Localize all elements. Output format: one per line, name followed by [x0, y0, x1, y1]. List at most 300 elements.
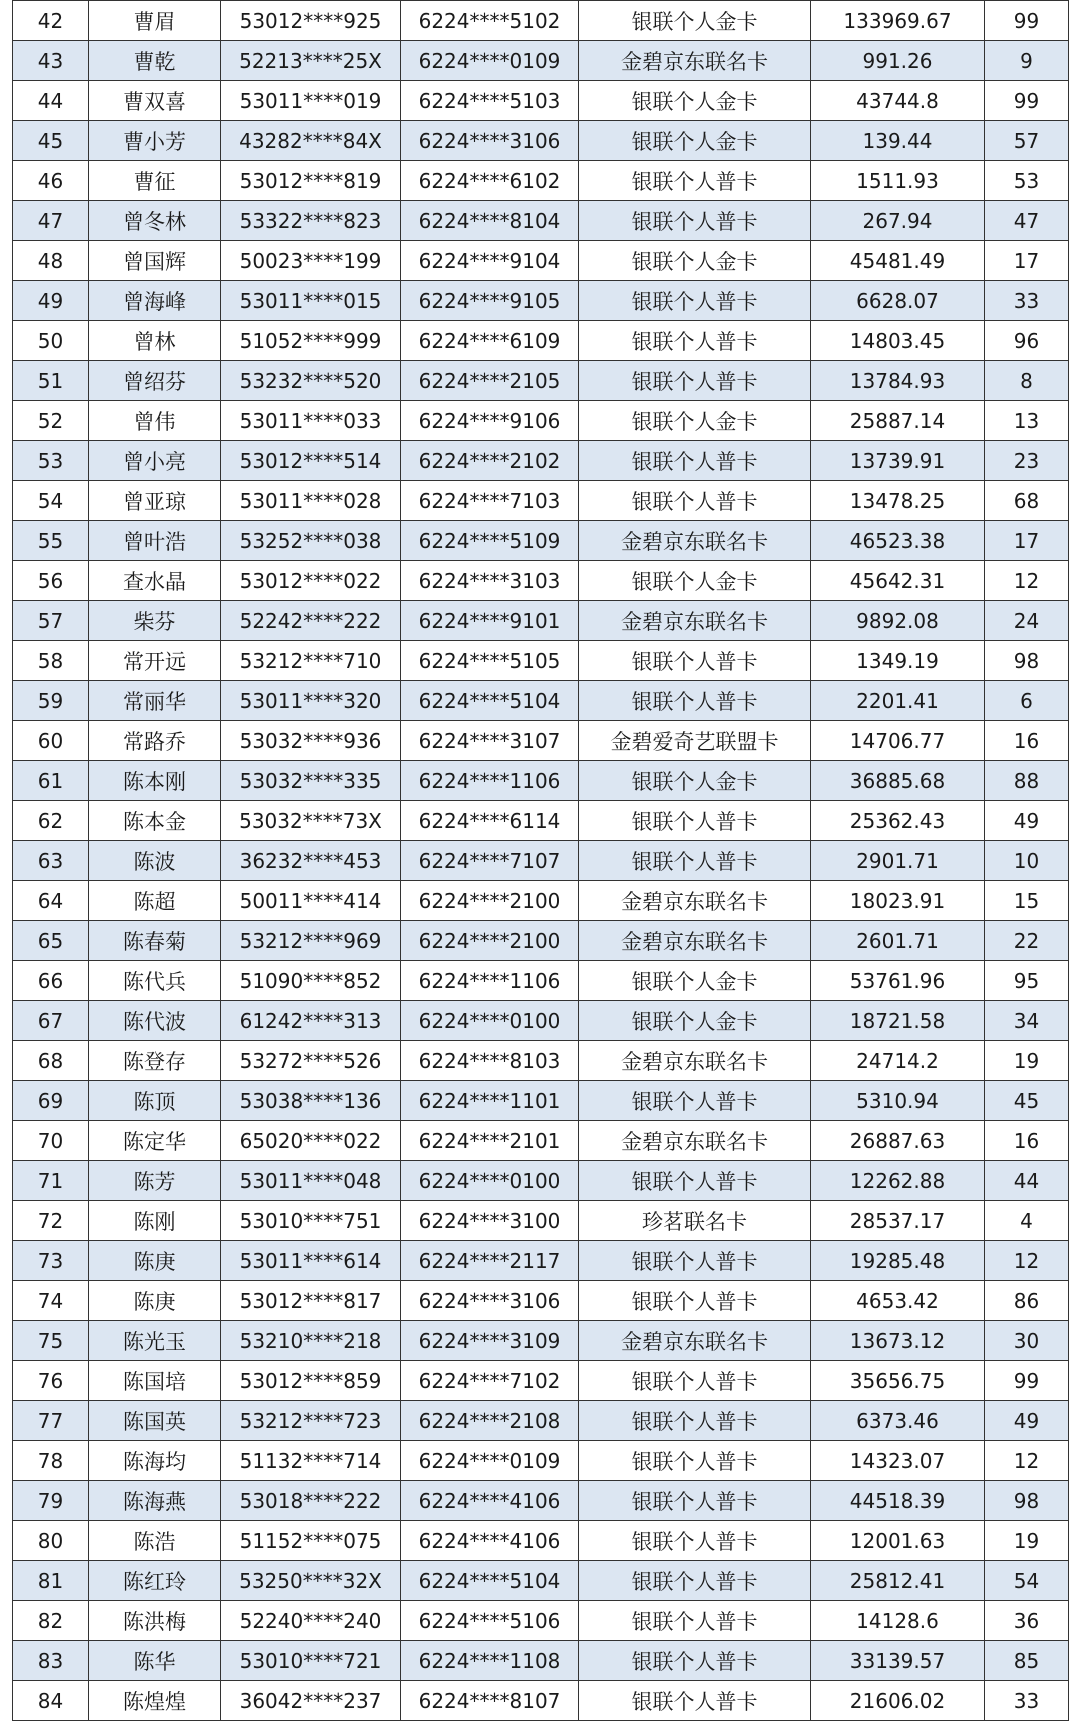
cell-points: 8 — [985, 361, 1069, 401]
cell-row-number: 60 — [13, 721, 89, 761]
cell-row-number: 46 — [13, 161, 89, 201]
cell-id-number: 53012****514 — [221, 441, 401, 481]
cell-holder-name: 曾小亮 — [89, 441, 221, 481]
cell-holder-name: 陈海均 — [89, 1441, 221, 1481]
cell-points: 16 — [985, 721, 1069, 761]
cell-points: 53 — [985, 161, 1069, 201]
cell-row-number: 72 — [13, 1201, 89, 1241]
cell-id-number: 53012****819 — [221, 161, 401, 201]
cell-card-number: 6224****5105 — [401, 641, 579, 681]
cell-card-type: 银联个人普卡 — [579, 1441, 811, 1481]
cell-holder-name: 查水晶 — [89, 561, 221, 601]
cell-id-number: 52240****240 — [221, 1601, 401, 1641]
cell-points: 30 — [985, 1321, 1069, 1361]
cell-holder-name: 陈国培 — [89, 1361, 221, 1401]
cell-id-number: 53012****859 — [221, 1361, 401, 1401]
cell-amount: 13478.25 — [811, 481, 985, 521]
cell-row-number: 57 — [13, 601, 89, 641]
table-row — [13, 1, 1069, 41]
cell-amount: 2201.41 — [811, 681, 985, 721]
cell-id-number: 53212****969 — [221, 921, 401, 961]
cell-card-number: 6224****3106 — [401, 1281, 579, 1321]
cell-points: 13 — [985, 401, 1069, 441]
cell-id-number: 53018****222 — [221, 1481, 401, 1521]
cell-card-type: 银联个人普卡 — [579, 681, 811, 721]
cell-points: 99 — [985, 1, 1069, 41]
table-row — [13, 1241, 1069, 1281]
cell-id-number: 53232****520 — [221, 361, 401, 401]
cell-id-number: 53032****335 — [221, 761, 401, 801]
cell-id-number: 43282****84X — [221, 121, 401, 161]
table-row — [13, 961, 1069, 1001]
table-row — [13, 1681, 1069, 1721]
cell-holder-name: 陈煌煌 — [89, 1681, 221, 1721]
cell-row-number: 64 — [13, 881, 89, 921]
cell-id-number: 53252****038 — [221, 521, 401, 561]
table-row — [13, 1001, 1069, 1041]
cell-amount: 13673.12 — [811, 1321, 985, 1361]
table-row — [13, 441, 1069, 481]
cell-id-number: 50011****414 — [221, 881, 401, 921]
table-row — [13, 1121, 1069, 1161]
cell-card-type: 金碧京东联名卡 — [579, 1041, 811, 1081]
cell-card-type: 银联个人普卡 — [579, 841, 811, 881]
cell-amount: 1511.93 — [811, 161, 985, 201]
table-row — [13, 481, 1069, 521]
cell-points: 4 — [985, 1201, 1069, 1241]
cell-row-number: 80 — [13, 1521, 89, 1561]
cell-row-number: 74 — [13, 1281, 89, 1321]
cell-card-type: 银联个人普卡 — [579, 1601, 811, 1641]
cell-holder-name: 陈定华 — [89, 1121, 221, 1161]
cell-card-number: 6224****3100 — [401, 1201, 579, 1241]
cell-points: 95 — [985, 961, 1069, 1001]
table-row — [13, 281, 1069, 321]
cell-points: 19 — [985, 1521, 1069, 1561]
cell-card-number: 6224****7103 — [401, 481, 579, 521]
cell-card-number: 6224****9106 — [401, 401, 579, 441]
cell-card-number: 6224****5109 — [401, 521, 579, 561]
cell-row-number: 63 — [13, 841, 89, 881]
cell-card-number: 6224****1106 — [401, 961, 579, 1001]
cell-points: 19 — [985, 1041, 1069, 1081]
cell-card-number: 6224****4106 — [401, 1481, 579, 1521]
table-row — [13, 801, 1069, 841]
cell-row-number: 82 — [13, 1601, 89, 1641]
cell-row-number: 44 — [13, 81, 89, 121]
cell-row-number: 83 — [13, 1641, 89, 1681]
cell-card-number: 6224****9101 — [401, 601, 579, 641]
cell-id-number: 53011****048 — [221, 1161, 401, 1201]
cell-card-number: 6224****8103 — [401, 1041, 579, 1081]
cell-amount: 44518.39 — [811, 1481, 985, 1521]
cell-card-type: 银联个人普卡 — [579, 361, 811, 401]
cell-holder-name: 陈超 — [89, 881, 221, 921]
cell-amount: 21606.02 — [811, 1681, 985, 1721]
cell-row-number: 70 — [13, 1121, 89, 1161]
cell-points: 15 — [985, 881, 1069, 921]
cell-row-number: 68 — [13, 1041, 89, 1081]
cell-row-number: 50 — [13, 321, 89, 361]
cell-row-number: 58 — [13, 641, 89, 681]
cell-card-type: 金碧京东联名卡 — [579, 1321, 811, 1361]
cell-id-number: 61242****313 — [221, 1001, 401, 1041]
cell-row-number: 65 — [13, 921, 89, 961]
table-row — [13, 241, 1069, 281]
cell-amount: 2901.71 — [811, 841, 985, 881]
cell-id-number: 51052****999 — [221, 321, 401, 361]
cell-points: 98 — [985, 1481, 1069, 1521]
cell-row-number: 62 — [13, 801, 89, 841]
cell-points: 47 — [985, 201, 1069, 241]
cell-card-number: 6224****2105 — [401, 361, 579, 401]
cell-row-number: 54 — [13, 481, 89, 521]
cell-card-number: 6224****5102 — [401, 1, 579, 41]
cell-points: 12 — [985, 561, 1069, 601]
cell-amount: 33139.57 — [811, 1641, 985, 1681]
cell-id-number: 36232****453 — [221, 841, 401, 881]
cell-holder-name: 曹小芳 — [89, 121, 221, 161]
cell-id-number: 53012****817 — [221, 1281, 401, 1321]
cell-points: 6 — [985, 681, 1069, 721]
cell-card-type: 银联个人普卡 — [579, 161, 811, 201]
cell-card-number: 6224****7107 — [401, 841, 579, 881]
cell-card-type: 银联个人金卡 — [579, 1001, 811, 1041]
cell-amount: 18023.91 — [811, 881, 985, 921]
cell-holder-name: 陈本刚 — [89, 761, 221, 801]
cell-card-type: 金碧京东联名卡 — [579, 41, 811, 81]
cell-row-number: 75 — [13, 1321, 89, 1361]
cell-id-number: 52213****25X — [221, 41, 401, 81]
cell-card-number: 6224****2117 — [401, 1241, 579, 1281]
cell-row-number: 52 — [13, 401, 89, 441]
cell-card-type: 银联个人普卡 — [579, 1521, 811, 1561]
table-row — [13, 841, 1069, 881]
cell-amount: 45481.49 — [811, 241, 985, 281]
cell-holder-name: 陈洪梅 — [89, 1601, 221, 1641]
cell-card-number: 6224****6102 — [401, 161, 579, 201]
cell-holder-name: 常路乔 — [89, 721, 221, 761]
cell-points: 12 — [985, 1241, 1069, 1281]
cell-card-number: 6224****0109 — [401, 1441, 579, 1481]
cell-id-number: 53011****015 — [221, 281, 401, 321]
cell-row-number: 81 — [13, 1561, 89, 1601]
cell-amount: 25887.14 — [811, 401, 985, 441]
table-row — [13, 41, 1069, 81]
cell-card-type: 银联个人普卡 — [579, 1081, 811, 1121]
cell-points: 36 — [985, 1601, 1069, 1641]
cell-amount: 139.44 — [811, 121, 985, 161]
cell-holder-name: 陈代兵 — [89, 961, 221, 1001]
cell-card-type: 银联个人普卡 — [579, 1241, 811, 1281]
cell-holder-name: 陈芳 — [89, 1161, 221, 1201]
cell-id-number: 53032****73X — [221, 801, 401, 841]
cell-amount: 18721.58 — [811, 1001, 985, 1041]
table-row — [13, 161, 1069, 201]
cell-card-number: 6224****1101 — [401, 1081, 579, 1121]
cell-card-type: 银联个人普卡 — [579, 201, 811, 241]
cell-id-number: 53010****751 — [221, 1201, 401, 1241]
cell-row-number: 56 — [13, 561, 89, 601]
cell-points: 33 — [985, 281, 1069, 321]
cell-holder-name: 曾冬林 — [89, 201, 221, 241]
cell-points: 45 — [985, 1081, 1069, 1121]
cell-amount: 25812.41 — [811, 1561, 985, 1601]
table-row — [13, 681, 1069, 721]
table-row — [13, 1321, 1069, 1361]
cell-points: 10 — [985, 841, 1069, 881]
cell-id-number: 53011****320 — [221, 681, 401, 721]
cell-points: 24 — [985, 601, 1069, 641]
cell-amount: 25362.43 — [811, 801, 985, 841]
cell-amount: 133969.67 — [811, 1, 985, 41]
cell-holder-name: 陈海燕 — [89, 1481, 221, 1521]
cell-row-number: 73 — [13, 1241, 89, 1281]
cell-id-number: 53212****723 — [221, 1401, 401, 1441]
cell-card-number: 6224****2100 — [401, 921, 579, 961]
cell-card-type: 银联个人金卡 — [579, 241, 811, 281]
table-row — [13, 1401, 1069, 1441]
cell-card-number: 6224****9105 — [401, 281, 579, 321]
cell-card-type: 金碧京东联名卡 — [579, 521, 811, 561]
cell-card-number: 6224****3106 — [401, 121, 579, 161]
table-row — [13, 321, 1069, 361]
table-row — [13, 401, 1069, 441]
cell-card-type: 银联个人普卡 — [579, 1641, 811, 1681]
cell-points: 68 — [985, 481, 1069, 521]
cell-id-number: 53038****136 — [221, 1081, 401, 1121]
cell-row-number: 84 — [13, 1681, 89, 1721]
table-row — [13, 1161, 1069, 1201]
cell-amount: 6628.07 — [811, 281, 985, 321]
cell-card-type: 银联个人普卡 — [579, 1281, 811, 1321]
cell-holder-name: 陈本金 — [89, 801, 221, 841]
cell-holder-name: 常丽华 — [89, 681, 221, 721]
cell-amount: 24714.2 — [811, 1041, 985, 1081]
table-row — [13, 521, 1069, 561]
cell-card-number: 6224****3103 — [401, 561, 579, 601]
cell-row-number: 42 — [13, 1, 89, 41]
cell-amount: 14803.45 — [811, 321, 985, 361]
cell-row-number: 55 — [13, 521, 89, 561]
cell-row-number: 78 — [13, 1441, 89, 1481]
cell-amount: 28537.17 — [811, 1201, 985, 1241]
cell-amount: 6373.46 — [811, 1401, 985, 1441]
cell-holder-name: 柴芬 — [89, 601, 221, 641]
cell-holder-name: 曹双喜 — [89, 81, 221, 121]
cell-amount: 43744.8 — [811, 81, 985, 121]
table-row — [13, 1601, 1069, 1641]
table-row — [13, 81, 1069, 121]
cell-card-number: 6224****2100 — [401, 881, 579, 921]
table-row — [13, 601, 1069, 641]
table-row — [13, 361, 1069, 401]
cell-card-type: 银联个人普卡 — [579, 1481, 811, 1521]
table-row — [13, 1481, 1069, 1521]
cell-holder-name: 陈刚 — [89, 1201, 221, 1241]
cell-amount: 19285.48 — [811, 1241, 985, 1281]
cell-points: 49 — [985, 801, 1069, 841]
cell-card-type: 银联个人普卡 — [579, 321, 811, 361]
cell-card-number: 6224****2101 — [401, 1121, 579, 1161]
cell-card-number: 6224****6109 — [401, 321, 579, 361]
cell-amount: 267.94 — [811, 201, 985, 241]
cell-amount: 53761.96 — [811, 961, 985, 1001]
cell-card-type: 银联个人普卡 — [579, 441, 811, 481]
cell-points: 16 — [985, 1121, 1069, 1161]
cell-holder-name: 曾叶浩 — [89, 521, 221, 561]
cell-card-number: 6224****7102 — [401, 1361, 579, 1401]
cell-holder-name: 曹眉 — [89, 1, 221, 41]
cell-card-type: 金碧京东联名卡 — [579, 881, 811, 921]
cell-amount: 46523.38 — [811, 521, 985, 561]
cell-amount: 35656.75 — [811, 1361, 985, 1401]
cell-points: 54 — [985, 1561, 1069, 1601]
cell-points: 85 — [985, 1641, 1069, 1681]
cell-card-number: 6224****9104 — [401, 241, 579, 281]
cell-points: 12 — [985, 1441, 1069, 1481]
cell-points: 99 — [985, 1361, 1069, 1401]
cell-card-number: 6224****6114 — [401, 801, 579, 841]
cell-id-number: 53011****028 — [221, 481, 401, 521]
cell-points: 86 — [985, 1281, 1069, 1321]
table-row — [13, 1201, 1069, 1241]
table-row — [13, 1041, 1069, 1081]
cell-holder-name: 陈庚 — [89, 1281, 221, 1321]
cell-points: 49 — [985, 1401, 1069, 1441]
cell-id-number: 53010****721 — [221, 1641, 401, 1681]
cell-card-number: 6224****5106 — [401, 1601, 579, 1641]
cell-card-type: 银联个人普卡 — [579, 481, 811, 521]
cell-holder-name: 曾绍芬 — [89, 361, 221, 401]
cell-card-type: 银联个人普卡 — [579, 281, 811, 321]
cell-amount: 4653.42 — [811, 1281, 985, 1321]
cell-card-type: 银联个人普卡 — [579, 1401, 811, 1441]
cell-holder-name: 陈春菊 — [89, 921, 221, 961]
cell-card-number: 6224****1106 — [401, 761, 579, 801]
cell-row-number: 47 — [13, 201, 89, 241]
cell-id-number: 52242****222 — [221, 601, 401, 641]
cell-amount: 14128.6 — [811, 1601, 985, 1641]
cell-card-type: 金碧京东联名卡 — [579, 1121, 811, 1161]
cell-card-number: 6224****2102 — [401, 441, 579, 481]
table-row — [13, 1521, 1069, 1561]
cell-card-number: 6224****4106 — [401, 1521, 579, 1561]
cell-card-type: 银联个人金卡 — [579, 961, 811, 1001]
cell-points: 34 — [985, 1001, 1069, 1041]
cell-holder-name: 曾国辉 — [89, 241, 221, 281]
cell-holder-name: 陈华 — [89, 1641, 221, 1681]
cell-id-number: 53322****823 — [221, 201, 401, 241]
cell-points: 96 — [985, 321, 1069, 361]
cell-card-type: 银联个人普卡 — [579, 1361, 811, 1401]
cell-amount: 26887.63 — [811, 1121, 985, 1161]
cell-amount: 45642.31 — [811, 561, 985, 601]
cell-card-number: 6224****3109 — [401, 1321, 579, 1361]
cell-row-number: 48 — [13, 241, 89, 281]
cell-card-number: 6224****2108 — [401, 1401, 579, 1441]
cell-amount: 14706.77 — [811, 721, 985, 761]
cell-id-number: 50023****199 — [221, 241, 401, 281]
cell-id-number: 53011****019 — [221, 81, 401, 121]
cell-id-number: 53012****022 — [221, 561, 401, 601]
cell-row-number: 76 — [13, 1361, 89, 1401]
table-row — [13, 721, 1069, 761]
cell-row-number: 59 — [13, 681, 89, 721]
cell-holder-name: 曾林 — [89, 321, 221, 361]
table-row — [13, 641, 1069, 681]
cell-points: 33 — [985, 1681, 1069, 1721]
cell-points: 9 — [985, 41, 1069, 81]
cell-row-number: 45 — [13, 121, 89, 161]
cell-id-number: 51132****714 — [221, 1441, 401, 1481]
cell-card-type: 金碧爱奇艺联盟卡 — [579, 721, 811, 761]
cell-holder-name: 曾亚琼 — [89, 481, 221, 521]
cell-card-type: 银联个人金卡 — [579, 81, 811, 121]
cell-card-number: 6224****5103 — [401, 81, 579, 121]
table-row — [13, 201, 1069, 241]
cell-id-number: 36042****237 — [221, 1681, 401, 1721]
cell-holder-name: 陈光玉 — [89, 1321, 221, 1361]
cell-card-type: 银联个人普卡 — [579, 1561, 811, 1601]
cell-amount: 36885.68 — [811, 761, 985, 801]
cell-holder-name: 常开远 — [89, 641, 221, 681]
cell-holder-name: 陈代波 — [89, 1001, 221, 1041]
table-row — [13, 921, 1069, 961]
table-row — [13, 1641, 1069, 1681]
table-row — [13, 881, 1069, 921]
cell-amount: 5310.94 — [811, 1081, 985, 1121]
cell-amount: 9892.08 — [811, 601, 985, 641]
cell-amount: 2601.71 — [811, 921, 985, 961]
table-row — [13, 1441, 1069, 1481]
cell-holder-name: 陈国英 — [89, 1401, 221, 1441]
table-body — [13, 1, 1069, 1721]
cell-row-number: 43 — [13, 41, 89, 81]
cell-row-number: 49 — [13, 281, 89, 321]
cell-card-type: 银联个人普卡 — [579, 801, 811, 841]
card-holder-table — [12, 0, 1069, 1721]
cell-id-number: 53011****614 — [221, 1241, 401, 1281]
cell-points: 88 — [985, 761, 1069, 801]
cell-points: 57 — [985, 121, 1069, 161]
cell-holder-name: 陈红玲 — [89, 1561, 221, 1601]
cell-id-number: 53272****526 — [221, 1041, 401, 1081]
cell-holder-name: 陈登存 — [89, 1041, 221, 1081]
cell-card-type: 银联个人普卡 — [579, 641, 811, 681]
table-row — [13, 1281, 1069, 1321]
cell-card-number: 6224****0109 — [401, 41, 579, 81]
cell-card-type: 金碧京东联名卡 — [579, 601, 811, 641]
table-row — [13, 1081, 1069, 1121]
cell-id-number: 51152****075 — [221, 1521, 401, 1561]
cell-card-type: 银联个人普卡 — [579, 1161, 811, 1201]
table-row — [13, 761, 1069, 801]
cell-row-number: 69 — [13, 1081, 89, 1121]
cell-row-number: 51 — [13, 361, 89, 401]
cell-amount: 12001.63 — [811, 1521, 985, 1561]
table-row — [13, 1561, 1069, 1601]
cell-row-number: 53 — [13, 441, 89, 481]
cell-card-type: 银联个人金卡 — [579, 761, 811, 801]
cell-row-number: 67 — [13, 1001, 89, 1041]
cell-card-type: 珍茗联名卡 — [579, 1201, 811, 1241]
cell-points: 22 — [985, 921, 1069, 961]
cell-card-type: 银联个人金卡 — [579, 401, 811, 441]
cell-id-number: 53212****710 — [221, 641, 401, 681]
cell-card-type: 银联个人普卡 — [579, 1681, 811, 1721]
cell-holder-name: 陈顶 — [89, 1081, 221, 1121]
